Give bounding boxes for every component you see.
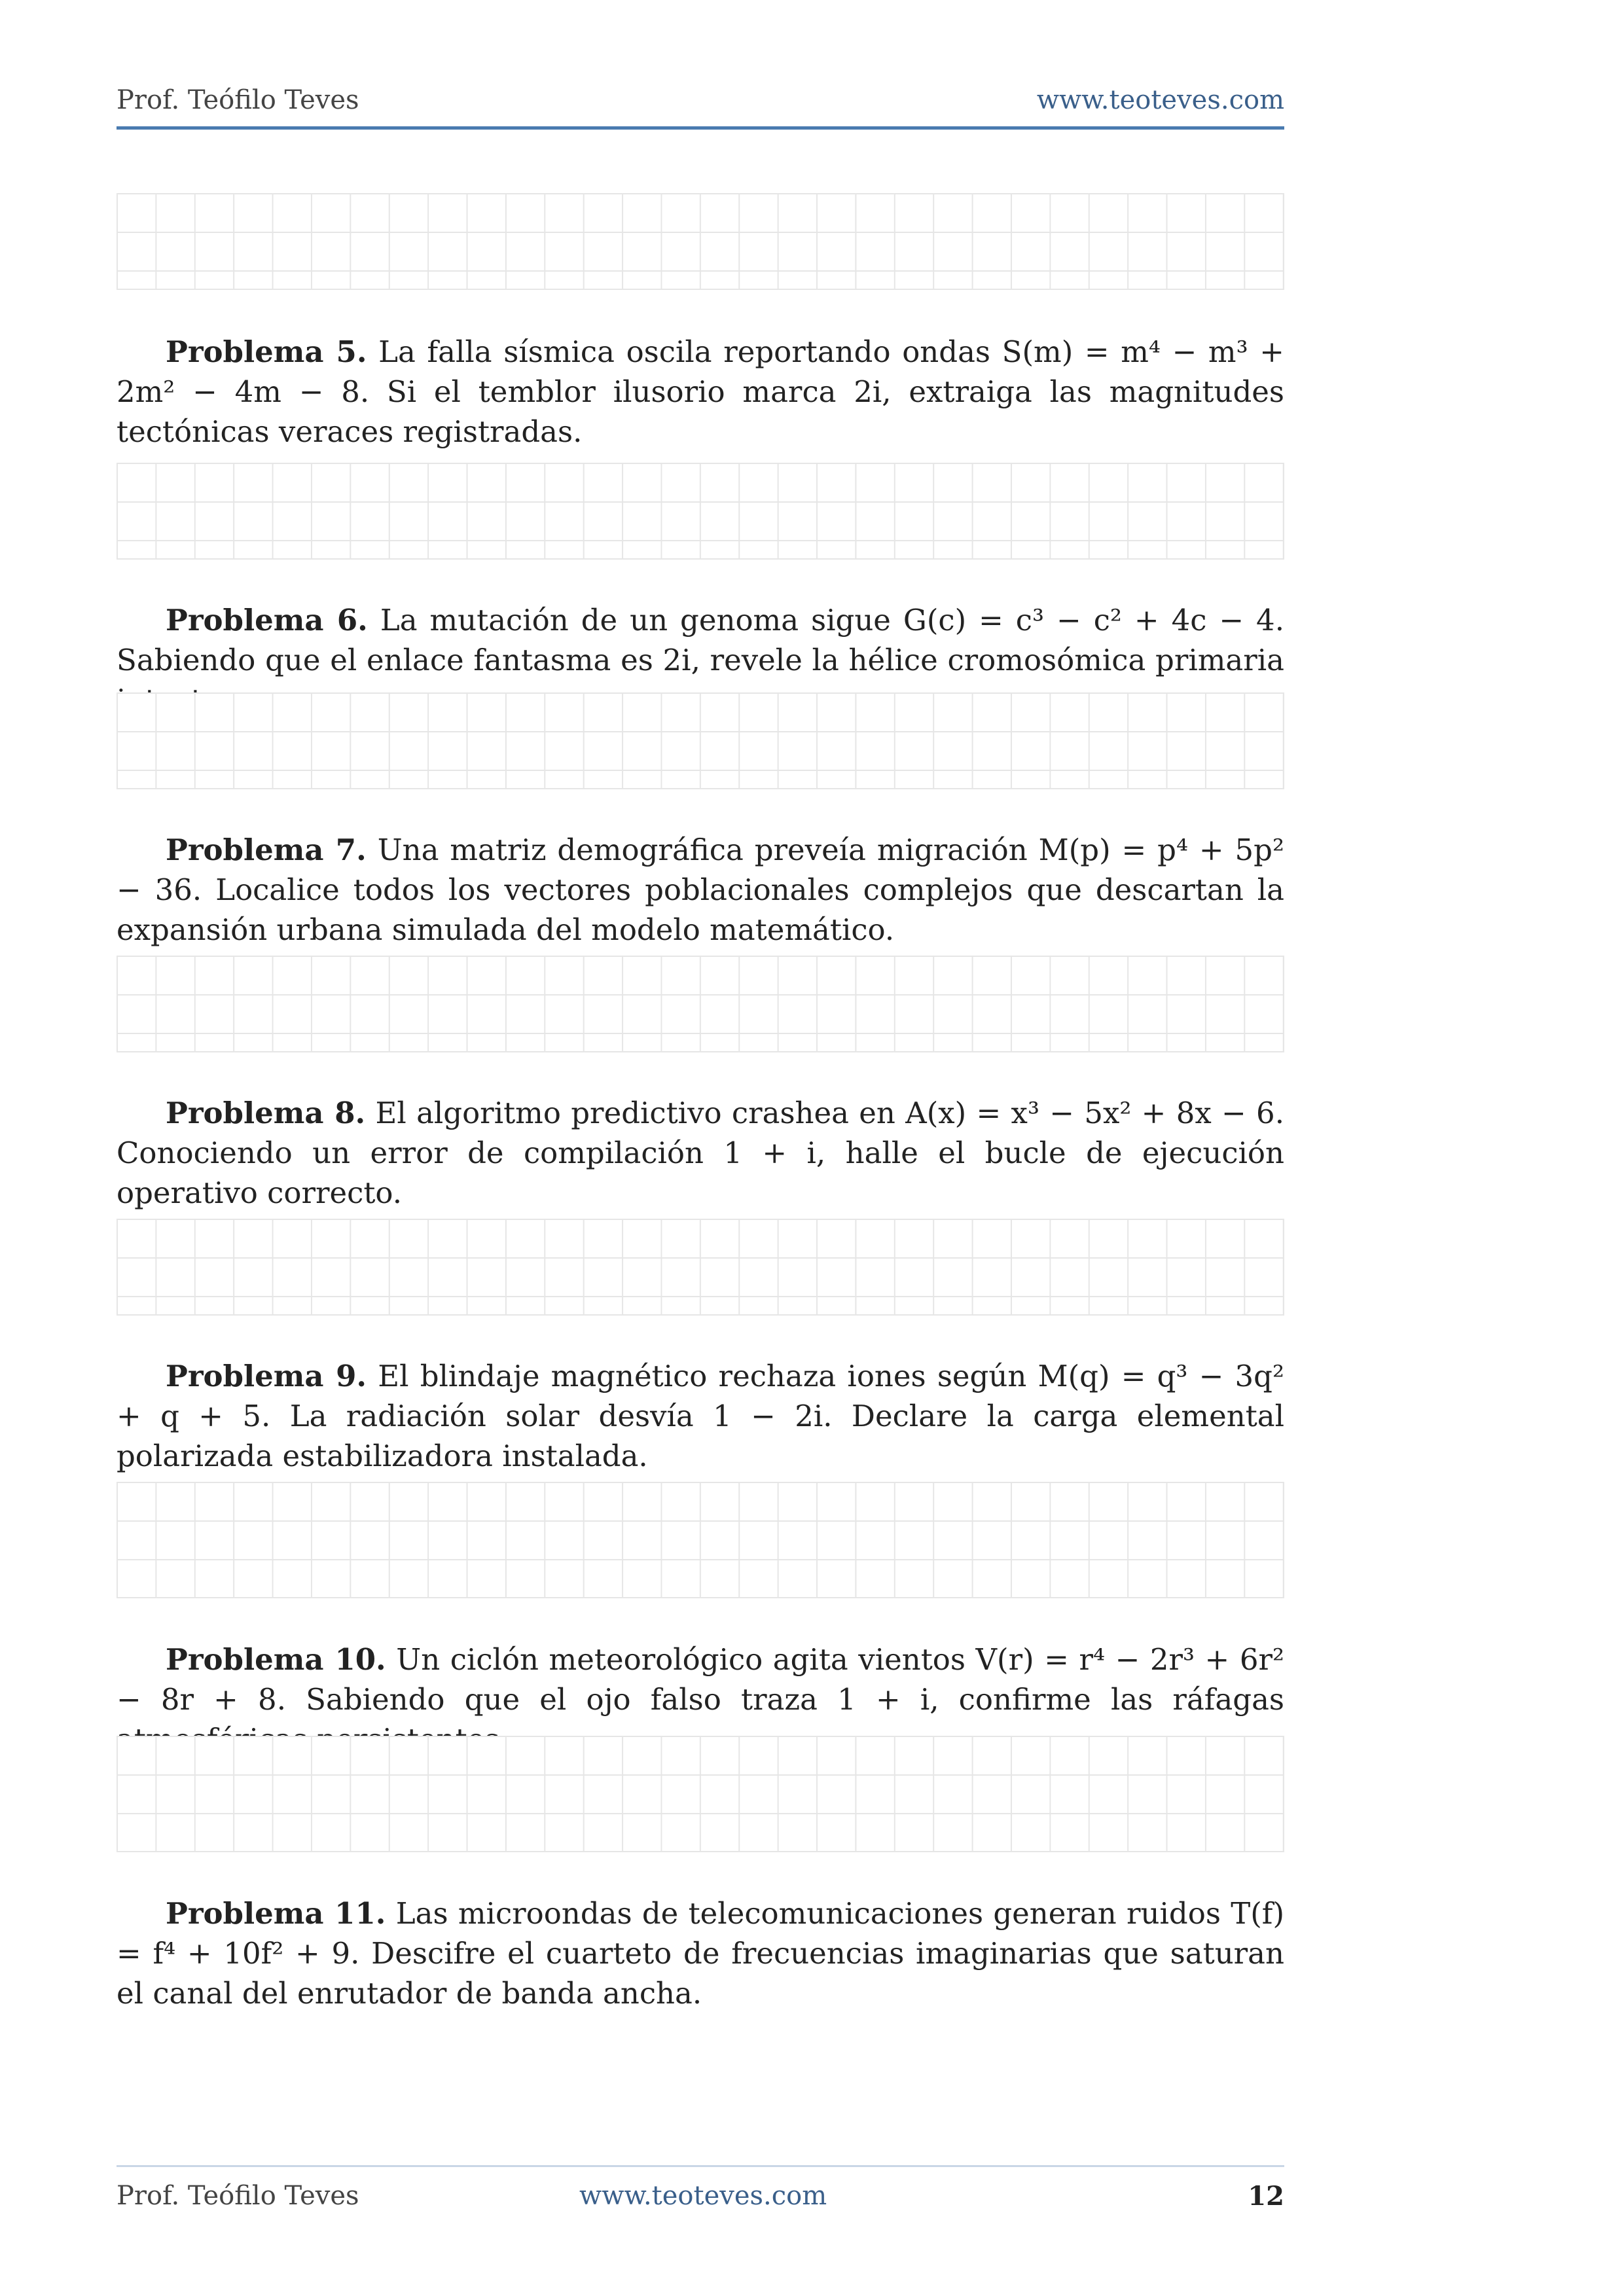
page-number: 12 xyxy=(1248,2181,1284,2212)
problem-11 xyxy=(117,1893,1284,2013)
answer-grid-previous xyxy=(117,193,1284,290)
page-footer xyxy=(117,2181,1284,2220)
footer-author: Prof. Teófilo Teves xyxy=(117,2181,359,2211)
problem-9 xyxy=(117,1356,1284,1476)
problem-11-text: Las microondas de telecomunicaciones generan ruidos T(f) = f⁴ + 10f² + 9. Descifre el cuarteto de frecuencias imaginarias que saturan el canal del enrutador de banda ancha. xyxy=(117,1896,1284,2011)
problem-11-label: Problema 11. xyxy=(166,1896,386,1931)
footer-website-link[interactable]: www.teoteves.com xyxy=(579,2181,827,2211)
problem-7-label: Problema 7. xyxy=(166,833,367,867)
problem-9-text: El blindaje magnético rechaza iones según M(q) = q³ − 3q² + q + 5. La radiación solar desvía 1 − 2i. Declare la carga elemental polarizada estabilizadora instalada. xyxy=(117,1359,1285,1473)
problem-6-label: Problema 6. xyxy=(166,603,368,637)
answer-grid-problem-5 xyxy=(117,463,1284,560)
problem-10-text: Un ciclón meteorológico agita vientos V(r) = r⁴ − 2r³ + 6r² − 8r + 8. Sabiendo que el ojo falso traza 1 + i, confirme las ráfagas xyxy=(117,1642,1285,1717)
problem-7 xyxy=(117,830,1284,950)
answer-grid-problem-8 xyxy=(117,1219,1284,1316)
problem-5 xyxy=(117,332,1284,452)
problem-8 xyxy=(117,1093,1284,1213)
header-author: Prof. Teófilo Teves xyxy=(117,85,359,115)
answer-grid-problem-10 xyxy=(117,1736,1284,1852)
problem-10-label: Problema 10. xyxy=(166,1642,386,1677)
footer-divider xyxy=(117,2165,1284,2167)
problem-5-text: La falla sísmica oscila reportando ondas S(m) = m⁴ − m³ + 2m² − 4m − 8. Si el temblor ilusorio marca 2i, extraiga las magnitudes tectónicas veraces registradas. xyxy=(117,334,1284,449)
page-header xyxy=(117,85,1284,127)
problem-6-text: La mutación de un genoma sigue G(c) = c³ − c² + 4c − 4. Sabiendo que el enlace fantasma es 2i, revele la hélice cromosómica primaria xyxy=(117,603,1284,677)
answer-grid-problem-7 xyxy=(117,956,1284,1052)
problem-8-label: Problema 8. xyxy=(166,1096,366,1130)
problem-8-text: El algoritmo predictivo crashea en A(x) = x³ − 5x² + 8x − 6. Conociendo un error de compilación 1 + i, halle el bucle de ejecución operativo correcto. xyxy=(117,1096,1284,1210)
header-divider xyxy=(117,126,1284,130)
problem-7-text: Una matriz demográfica preveía migración M(p) = p⁴ + 5p² − 36. Localice todos los vectores poblacionales complejos que descartan la expansión urbana simulada del modelo matemático. xyxy=(117,833,1284,947)
problem-9-label: Problema 9. xyxy=(166,1359,367,1393)
problem-5-label: Problema 5. xyxy=(166,334,367,369)
header-website-link[interactable]: www.teoteves.com xyxy=(1036,85,1284,115)
answer-grid-problem-9 xyxy=(117,1482,1284,1598)
answer-grid-problem-6 xyxy=(117,692,1284,789)
